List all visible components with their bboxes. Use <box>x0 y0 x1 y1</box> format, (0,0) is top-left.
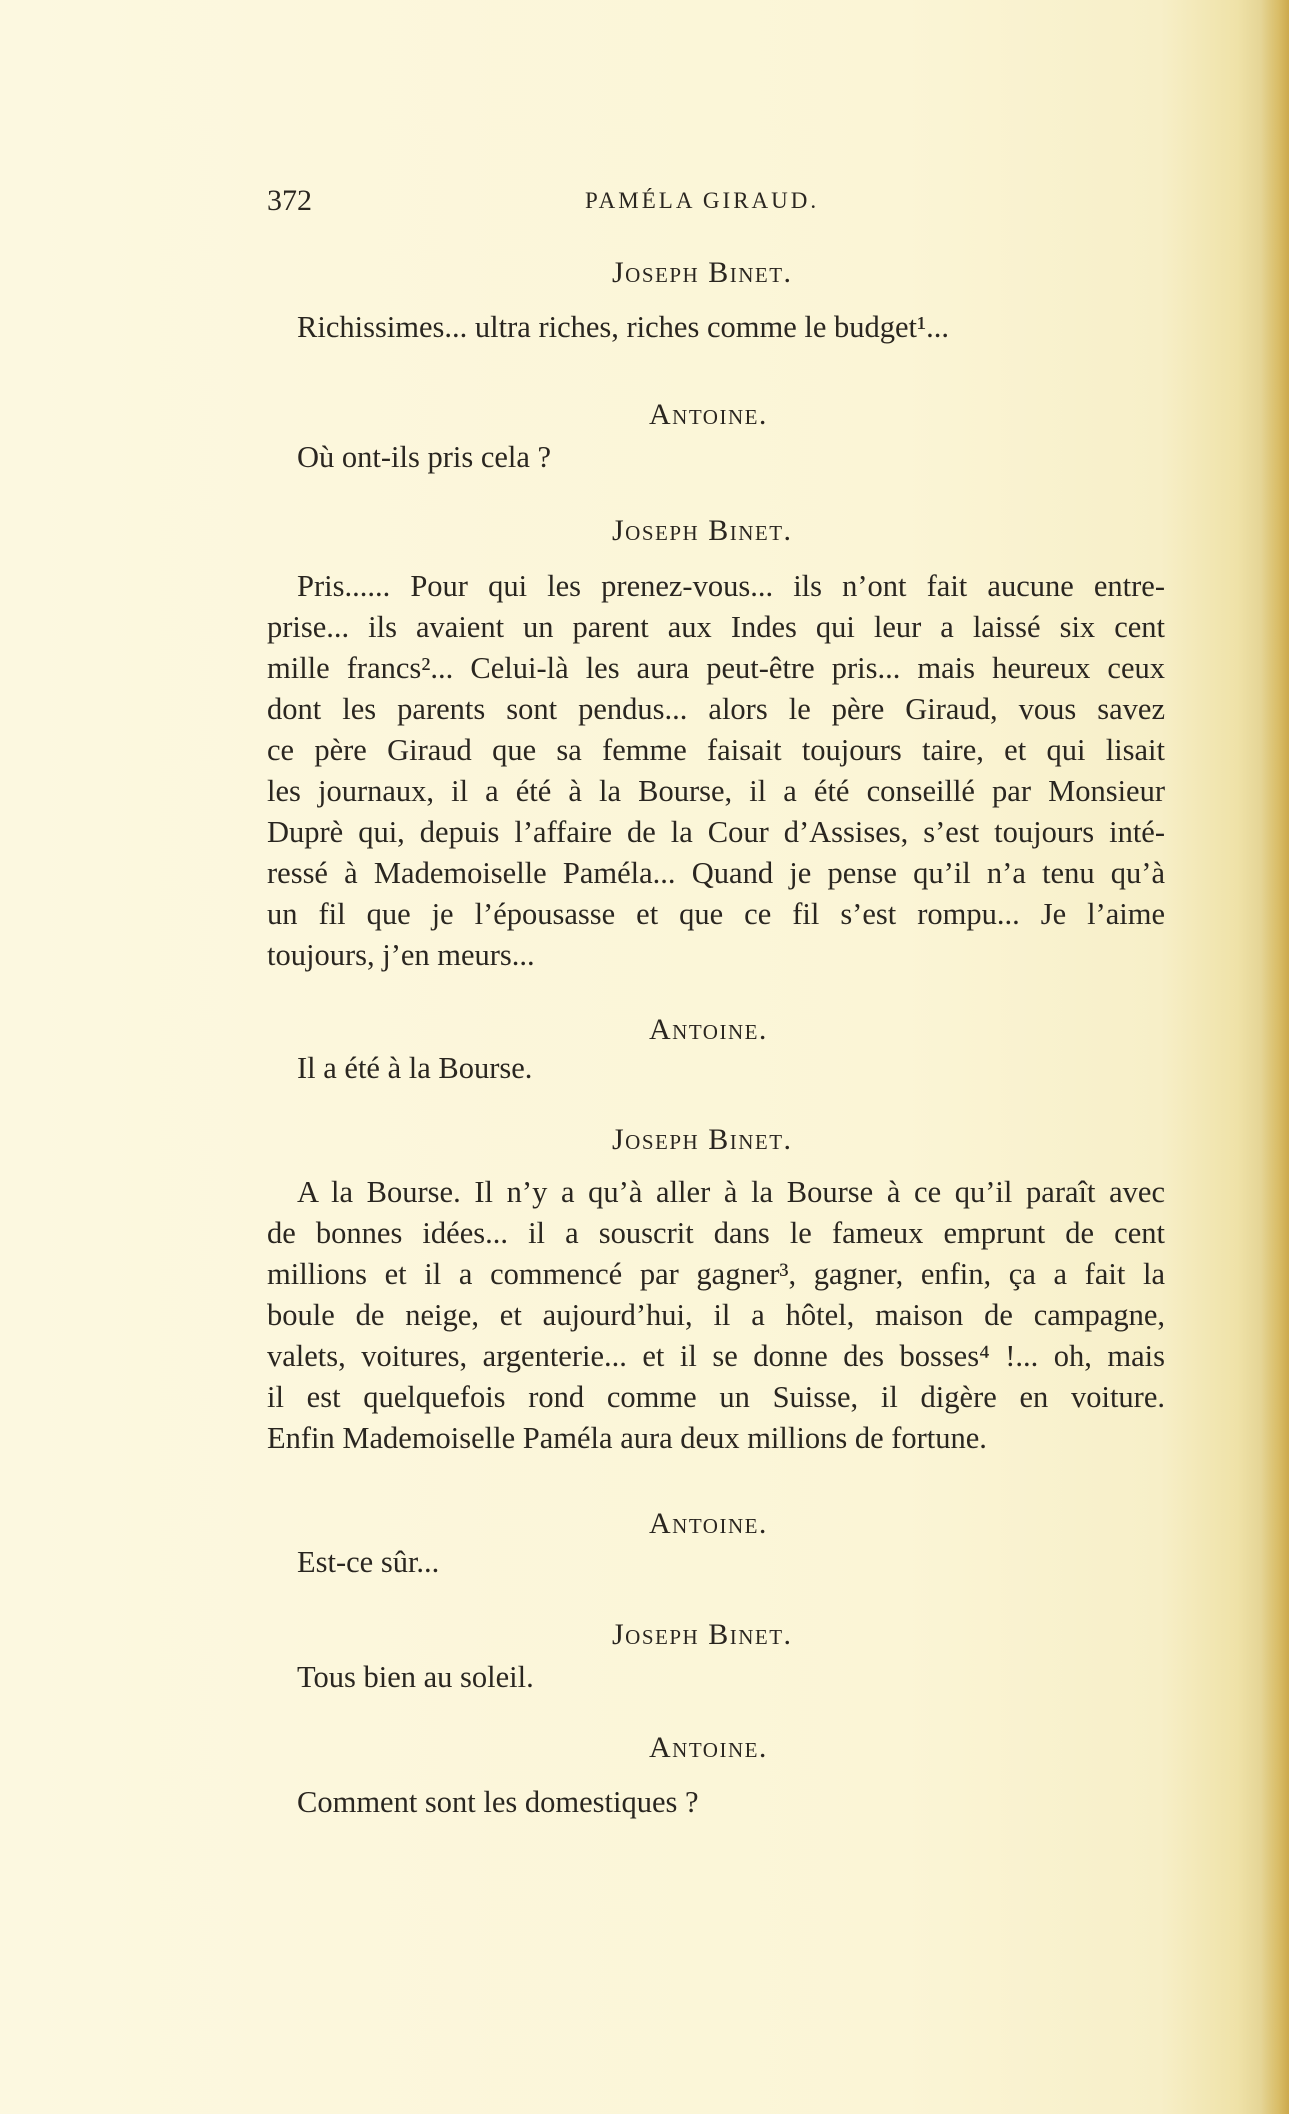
page-edge-shadow <box>1261 0 1289 2114</box>
dialogue-line: Est-ce sûr... <box>297 1545 440 1579</box>
speaker-name: Antoine. <box>649 1507 768 1540</box>
dialogue-line: les journaux, il a été à la Bourse, il a été conseillé par Monsieur <box>267 774 1165 808</box>
dialogue-line: A la Bourse. Il n’y a qu’à aller à la Bourse à ce qu’il paraît avec <box>297 1175 1165 1209</box>
dialogue-line: Où ont-ils pris cela ? <box>297 440 552 474</box>
dialogue-line: Enfin Mademoiselle Paméla aura deux millions de fortune. <box>267 1421 987 1455</box>
page-header <box>267 184 1177 224</box>
dialogue-line: Pris...... Pour qui les prenez-vous... ils n’ont fait aucune entre- <box>297 569 1165 603</box>
dialogue-line: Duprè qui, depuis l’affaire de la Cour d’Assises, s’est toujours inté- <box>267 815 1165 849</box>
dialogue-line: mille francs²... Celui-là les aura peut-être pris... mais heureux ceux <box>267 651 1165 685</box>
speaker-name: Joseph Binet. <box>612 1618 793 1651</box>
speaker-name: Joseph Binet. <box>612 256 793 289</box>
dialogue-line: boule de neige, et aujourd’hui, il a hôtel, maison de campagne, <box>267 1298 1165 1332</box>
dialogue-line: ressé à Mademoiselle Paméla... Quand je pense qu’il n’a tenu qu’à <box>267 856 1165 890</box>
dialogue-line: de bonnes idées... il a souscrit dans le fameux emprunt de cent <box>267 1216 1165 1250</box>
dialogue-line: ce père Giraud que sa femme faisait toujours taire, et qui lisait <box>267 733 1165 767</box>
speaker-name: Antoine. <box>649 398 768 431</box>
speaker-name: Joseph Binet. <box>612 514 793 547</box>
dialogue-line: Comment sont les domestiques ? <box>297 1785 699 1819</box>
dialogue-line: valets, voitures, argenterie... et il se donne des bosses⁴ !... oh, mais <box>267 1339 1165 1373</box>
speaker-name: Joseph Binet. <box>612 1123 793 1156</box>
running-title: PAMÉLA GIRAUD. <box>585 188 820 213</box>
dialogue-line: prise... ils avaient un parent aux Indes qui leur a laissé six cent <box>267 610 1165 644</box>
dialogue-line: un fil que je l’épousasse et que ce fil s’est rompu... Je l’aime <box>267 897 1165 931</box>
dialogue-line: Richissimes... ultra riches, riches comme le budget¹... <box>297 310 950 344</box>
dialogue-line: Il a été à la Bourse. <box>297 1051 533 1085</box>
speaker-name: Antoine. <box>649 1013 768 1046</box>
dialogue-line: Tous bien au soleil. <box>297 1660 534 1694</box>
dialogue-line: millions et il a commencé par gagner³, gagner, enfin, ça a fait la <box>267 1257 1165 1291</box>
dialogue-line: toujours, j’en meurs... <box>267 938 535 972</box>
page-number: 372 <box>267 184 312 217</box>
dialogue-line: il est quelquefois rond comme un Suisse, il digère en voiture. <box>267 1380 1165 1414</box>
speaker-name: Antoine. <box>649 1731 768 1764</box>
dialogue-line: dont les parents sont pendus... alors le père Giraud, vous savez <box>267 692 1165 726</box>
